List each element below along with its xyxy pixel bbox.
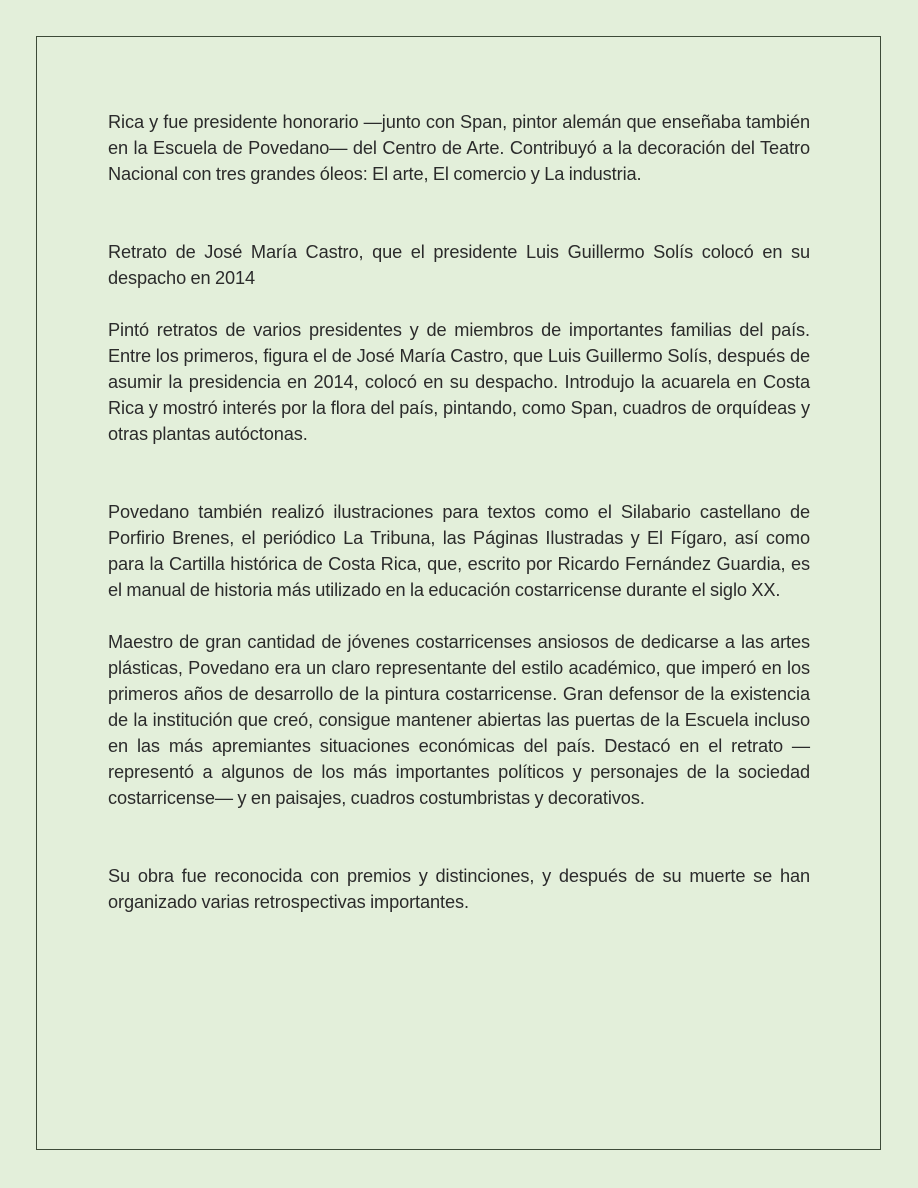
paragraph-obra-reconocida: Su obra fue reconocida con premios y distinciones, y después de su muerte se han organizado varias retrospectivas importantes. (108, 866, 810, 912)
document-body (108, 109, 810, 915)
paragraph-retratos: Pintó retratos de varios presidentes y de miembros de importantes familias del país. Entre los primeros, figura el de José María Castro, que Luis Guillermo Solís, después de asumir la presidencia en 2014, colocó en su despacho. Introdujo la acuarela en Costa Rica y mostró interés por la flora del país, pintando, como Span, cuadros de orquídeas y otras plantas autóctonas. (108, 320, 810, 444)
paragraph-ilustraciones: Povedano también realizó ilustraciones para textos como el Silabario castellano de Porfirio Brenes, el periódico La Tribuna, las Páginas Ilustradas y El Fígaro, así como para la Cartilla histórica de Costa Rica, que, escrito por Ricardo Fernández Guardia, es el manual de historia más utilizado en la educación costarricense durante el siglo XX. (108, 502, 810, 600)
image-caption-retrato: Retrato de José María Castro, que el presidente Luis Guillermo Solís colocó en su despacho en 2014 (108, 242, 810, 288)
paragraph-teatro-nacional: Rica y fue presidente honorario —junto con Span, pintor alemán que enseñaba también en la Escuela de Povedano— del Centro de Arte. Contribuyó a la decoración del Teatro Nacional con tres grandes óleos: El arte, El comercio y La industria. (108, 112, 810, 184)
paragraph-maestro: Maestro de gran cantidad de jóvenes costarricenses ansiosos de dedicarse a las artes plásticas, Povedano era un claro representante del estilo académico, que imperó en los primeros años de desarrollo de la pintura costarricense. Gran defensor de la existencia de la institución que creó, consigue mantener abiertas las puertas de la Escuela incluso en las más apremiantes situaciones económicas del país. Destacó en el retrato —representó a algunos de los más importantes políticos y personajes de la sociedad costarricense— y en paisajes, cuadros costumbristas y decorativos. (108, 632, 810, 808)
